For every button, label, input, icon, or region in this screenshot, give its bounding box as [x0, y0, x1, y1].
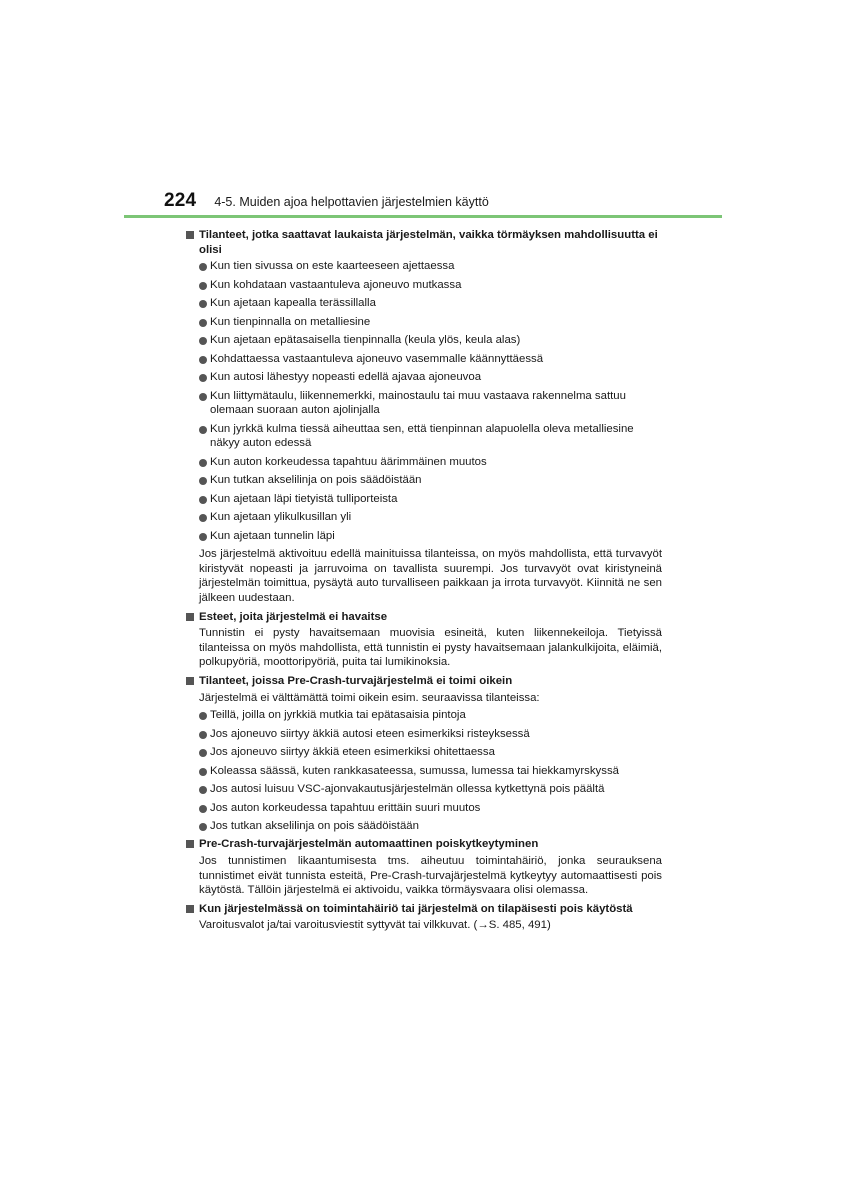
- circle-bullet-icon: [199, 426, 207, 434]
- list-item: Kun tutkan akselilinja on pois säädöistään: [186, 473, 662, 488]
- section-heading: Tilanteet, joissa Pre-Crash-turvajärjestelmä ei toimi oikein: [186, 674, 662, 689]
- circle-bullet-icon: [199, 263, 207, 271]
- list-item: Kun liittymätaulu, liikennemerkki, mainostaulu tai muu vastaava rakennelma sattuu olemaan suoraan auton ajolinjalla: [186, 389, 662, 418]
- list-item: Jos ajoneuvo siirtyy äkkiä autosi eteen esimerkiksi risteyksessä: [186, 727, 662, 742]
- circle-bullet-icon: [199, 768, 207, 776]
- section-heading: Kun järjestelmässä on toimintahäiriö tai järjestelmä on tilapäisesti pois käytöstä: [186, 902, 662, 917]
- section-text: Jos tunnistimen likaantumisesta tms. aiheutuu toimintahäiriö, jonka seurauksena tunnistimet eivät tunnista esteitä, Pre-Crash-turvajärjestelmä kytkeytyy automaattisesti pois käytöstä. Tällöin järjestelmä ei aktivoidu, vaikka törmäysvaara olisi olemassa.: [199, 855, 662, 897]
- circle-bullet-icon: [199, 459, 207, 467]
- list-item: Kohdattaessa vastaantuleva ajoneuvo vasemmalle käännyttäessä: [186, 352, 662, 367]
- circle-bullet-icon: [199, 533, 207, 541]
- page-number: 224: [164, 190, 197, 211]
- list-item: Kun autosi lähestyy nopeasti edellä ajavaa ajoneuvoa: [186, 370, 662, 385]
- bullet-list: [186, 259, 662, 543]
- list-item: Kun tien sivussa on este kaarteeseen ajettaessa: [186, 259, 662, 274]
- page-header: [164, 190, 489, 212]
- list-item: Jos ajoneuvo siirtyy äkkiä eteen esimerkiksi ohitettaessa: [186, 745, 662, 760]
- circle-bullet-icon: [199, 823, 207, 831]
- circle-bullet-icon: [199, 731, 207, 739]
- section-heading: Esteet, joita järjestelmä ei havaitse: [186, 610, 662, 625]
- circle-bullet-icon: [199, 300, 207, 308]
- circle-bullet-icon: [199, 749, 207, 757]
- section-note: Jos järjestelmä aktivoituu edellä mainituissa tilanteissa, on myös mahdollista, että turvavyöt kiristyvät nopeasti ja jarruvoima on tavallista suurempi. Jos turvavyöt ovat kiristyneinä järjestelmän toimittua, pysäytä auto turvalliseen paikkaan ja irrota turvavyöt. Kiinnitä ne sen jälkeen uudestaan.: [199, 548, 662, 604]
- list-item: Kun ajetaan kapealla terässillalla: [186, 296, 662, 311]
- section-heading: Tilanteet, jotka saattavat laukaista järjestelmän, vaikka törmäyksen mahdollisuutta ei olisi: [186, 228, 662, 257]
- circle-bullet-icon: [199, 805, 207, 813]
- section-heading: Pre-Crash-turvajärjestelmän automaattinen poiskytkeytyminen: [186, 837, 662, 852]
- list-item: Teillä, joilla on jyrkkiä mutkia tai epätasaisia pintoja: [186, 708, 662, 723]
- list-item: Kun jyrkkä kulma tiessä aiheuttaa sen, että tienpinnan alapuolella oleva metalliesine näkyy auton edessä: [186, 422, 662, 451]
- circle-bullet-icon: [199, 496, 207, 504]
- circle-bullet-icon: [199, 374, 207, 382]
- circle-bullet-icon: [199, 337, 207, 345]
- circle-bullet-icon: [199, 712, 207, 720]
- list-item: Jos auton korkeudessa tapahtuu erittäin suuri muutos: [186, 801, 662, 816]
- circle-bullet-icon: [199, 282, 207, 290]
- list-item: Jos autosi luisuu VSC-ajonvakautusjärjestelmän ollessa kytkettynä pois päältä: [186, 782, 662, 797]
- header-rule: [124, 215, 722, 218]
- list-item: Jos tutkan akselilinja on pois säädöistään: [186, 819, 662, 834]
- circle-bullet-icon: [199, 786, 207, 794]
- section-text: Tunnistin ei pysty havaitsemaan muovisia esineitä, kuten liikennekeiloja. Tietyissä tilanteissa on myös mahdollista, että tunnistin ei pysty havaitsemaan jalankulkijoita, eläimiä, polkupyöriä, moottoripyöriä, puita tai lumikinoksia.: [199, 627, 662, 669]
- square-bullet-icon: [186, 905, 194, 913]
- circle-bullet-icon: [199, 393, 207, 401]
- square-bullet-icon: [186, 677, 194, 685]
- square-bullet-icon: [186, 840, 194, 848]
- bullet-list: [186, 708, 662, 834]
- list-item: Kun ajetaan ylikulkusillan yli: [186, 510, 662, 525]
- list-item: Kun tienpinnalla on metalliesine: [186, 315, 662, 330]
- list-item: Kun ajetaan läpi tietyistä tulliporteista: [186, 492, 662, 507]
- chapter-title: 4-5. Muiden ajoa helpottavien järjestelmien käyttö: [214, 195, 489, 209]
- list-item: Kun kohdataan vastaantuleva ajoneuvo mutkassa: [186, 278, 662, 293]
- square-bullet-icon: [186, 231, 194, 239]
- list-item: Kun ajetaan epätasaisella tienpinnalla (keula ylös, keula alas): [186, 333, 662, 348]
- circle-bullet-icon: [199, 514, 207, 522]
- list-item: Kun auton korkeudessa tapahtuu äärimmäinen muutos: [186, 455, 662, 470]
- circle-bullet-icon: [199, 356, 207, 364]
- page-content: [186, 225, 662, 937]
- list-item: Kun ajetaan tunnelin läpi: [186, 529, 662, 544]
- circle-bullet-icon: [199, 477, 207, 485]
- square-bullet-icon: [186, 613, 194, 621]
- section-text: Varoitusvalot ja/tai varoitusviestit syttyvät tai vilkkuvat. (→S. 485, 491): [199, 919, 551, 932]
- list-item: Koleassa säässä, kuten rankkasateessa, sumussa, lumessa tai hiekkamyrskyssä: [186, 764, 662, 779]
- circle-bullet-icon: [199, 319, 207, 327]
- section-intro: Järjestelmä ei välttämättä toimi oikein esim. seuraavissa tilanteissa:: [199, 691, 540, 704]
